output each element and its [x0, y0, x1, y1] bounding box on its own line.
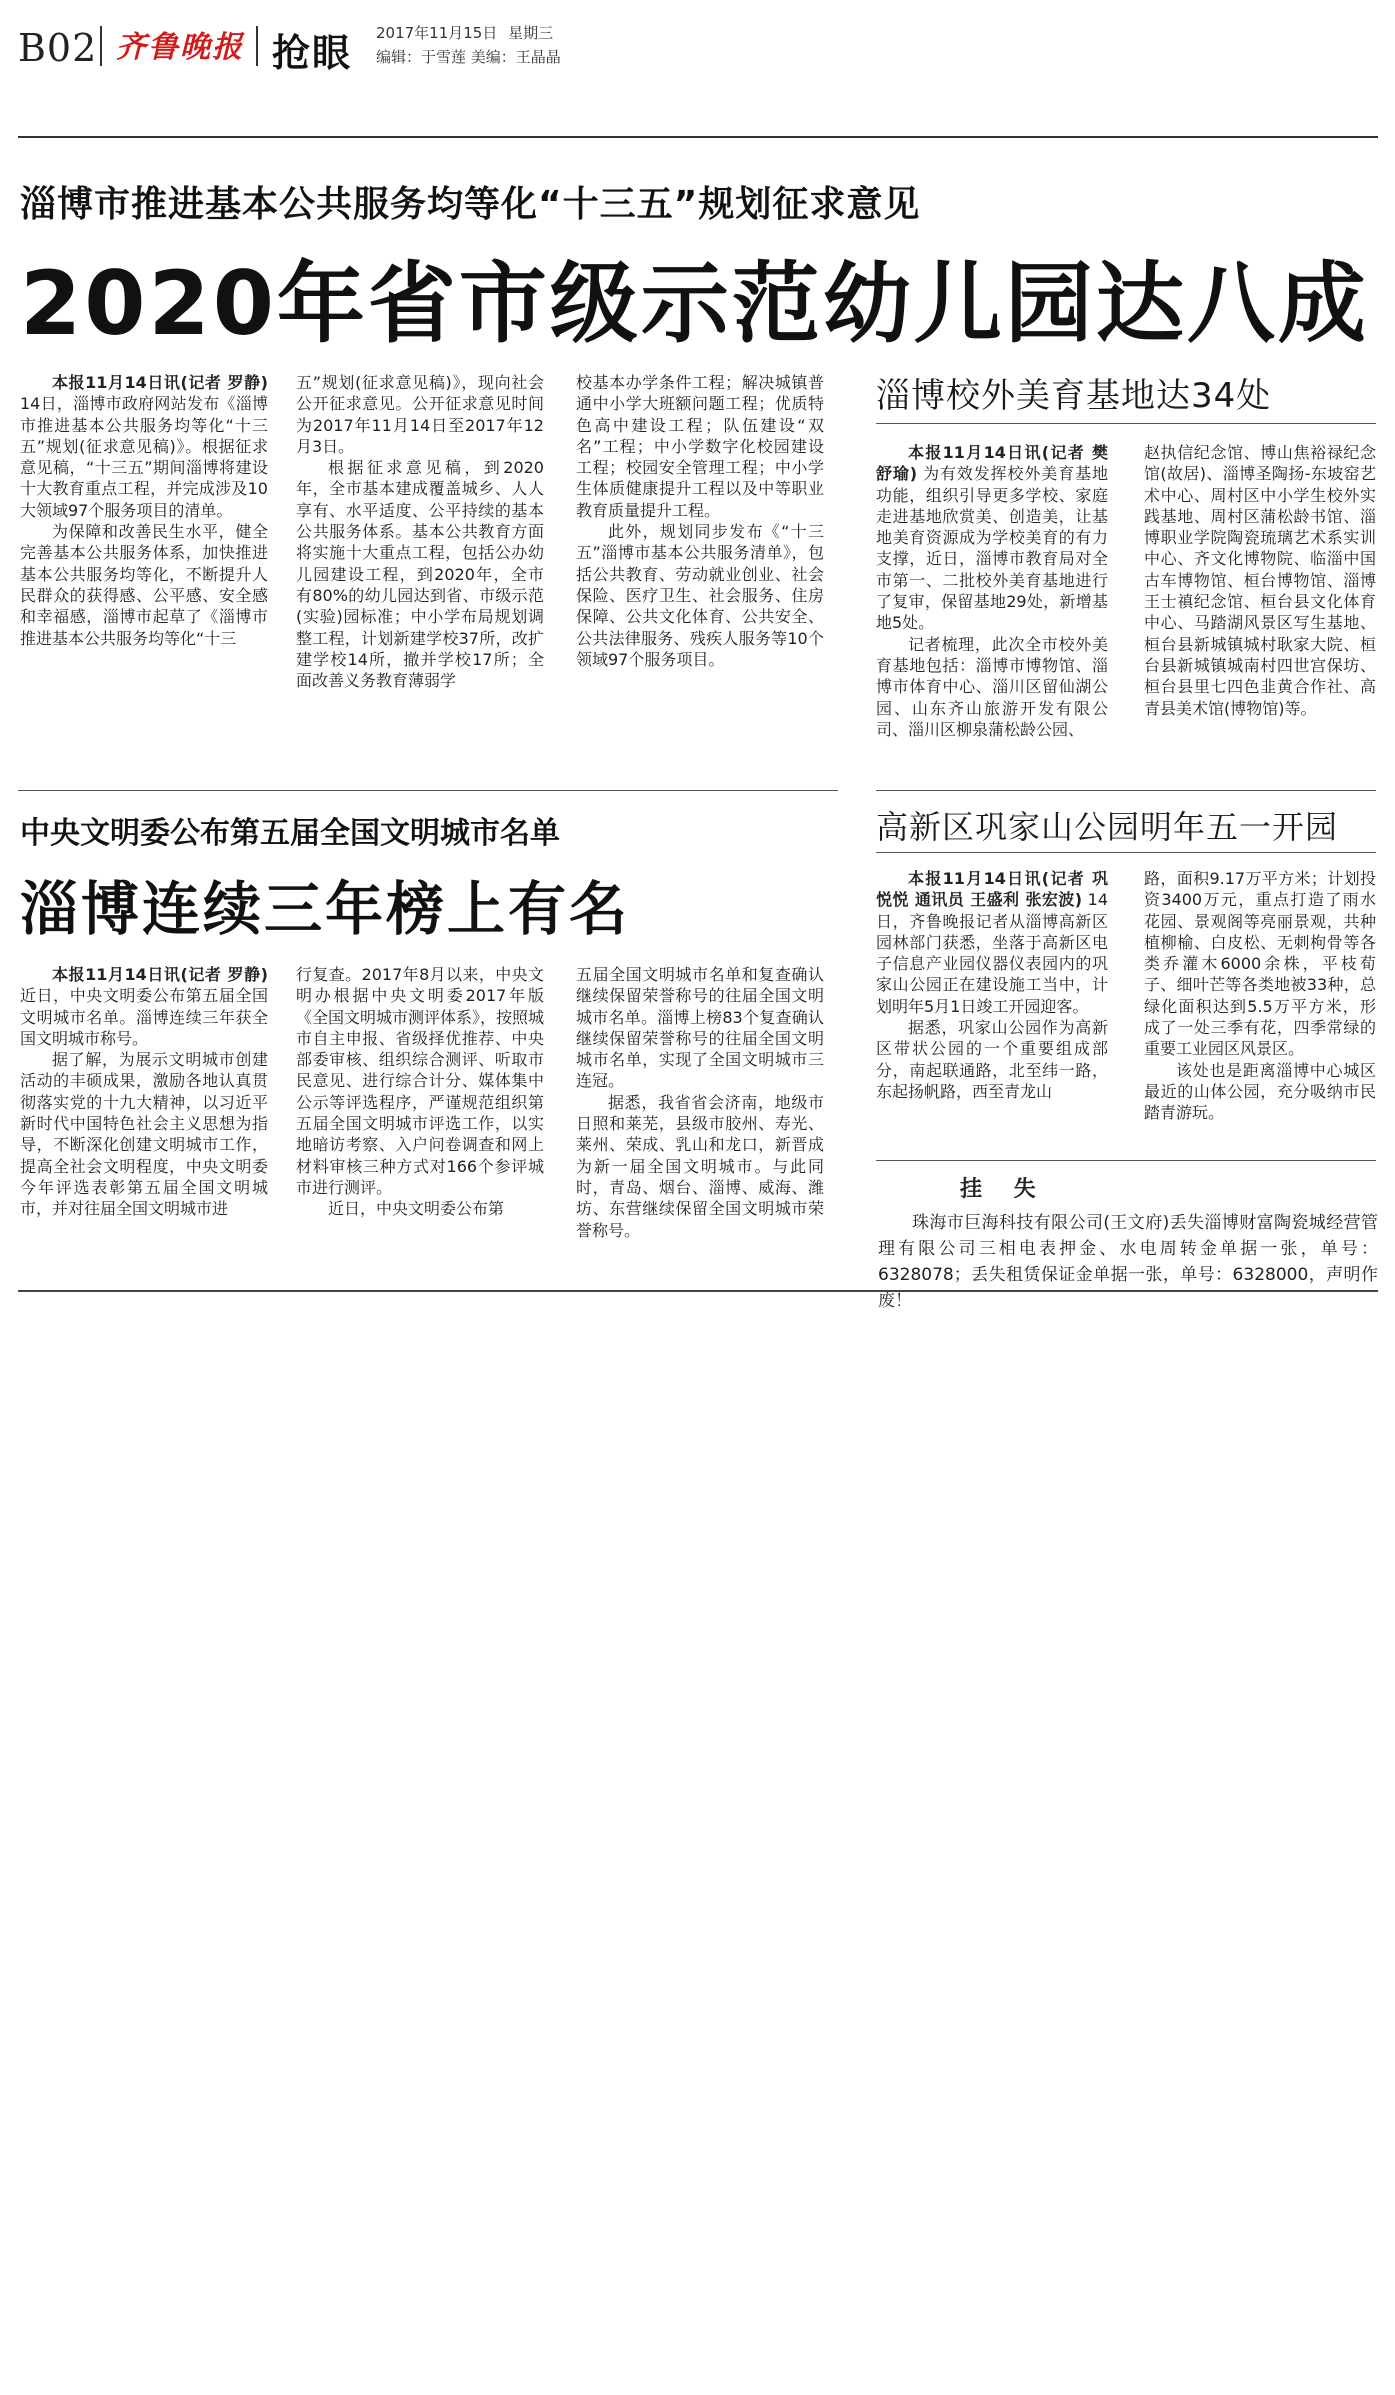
issue-date: 2017年11月15日 星期三: [376, 24, 554, 42]
article-paragraph: [576, 1092, 824, 1241]
story-2-kicker: 中央文明委公布第五届全国文明城市名单: [20, 816, 560, 851]
bottom-rule: [18, 1290, 1378, 1292]
side-story-2-rule: [876, 852, 1376, 853]
section-divider: [876, 790, 1376, 791]
article-text: 赵执信纪念馆、博山焦裕禄纪念馆(故居)、淄博圣陶扬-东坡窑艺术中心、周村区中小学生校外实践基地、周村区蒲松龄书馆、淄博职业学院陶瓷琉璃艺术系实训中心、齐文化博物院、临淄中国古车博物馆、桓台博物馆、淄博王士禛纪念馆、桓台县文化体育中心、马踏湖风景区写生基地、桓台县新城镇城村耿家大院、桓台县新城镇城南村四世宫保坊、桓台县里七四色韭黄合作社、高青县美术馆(博物馆)等。: [1144, 443, 1376, 718]
article-paragraph: [296, 457, 544, 691]
article-paragraph: [876, 442, 1108, 634]
masthead-divider: [100, 26, 102, 66]
article-paragraph: [20, 372, 268, 521]
article-paragraph: [296, 372, 544, 457]
article-text: 该处也是距离淄博中心城区最近的山体公园，充分吸纳市民踏青游玩。: [1144, 1060, 1376, 1123]
main-story-column-3: [576, 372, 824, 670]
notice-title: 挂 失: [960, 1177, 1048, 1202]
article-dateline: 本报11月14日讯(记者 巩悦悦 通讯员 王盛利 张宏波): [876, 869, 1108, 910]
article-paragraph: [876, 1017, 1108, 1102]
side-story-1-rule: [876, 423, 1376, 424]
article-text: 14日，淄博市政府网站发布《淄博市推进基本公共服务均等化“十三五”规划(征求意见稿)》。根据征求意见稿，“十三五”期间淄博将建设十大教育重点工程，并完成涉及10大领域97个服务项目的清单。: [20, 394, 268, 520]
side-story-2-column-2: [1144, 868, 1376, 1124]
article-paragraph: [20, 1049, 268, 1219]
article-paragraph: [876, 868, 1108, 1017]
side-story-2-column-1: [876, 868, 1108, 1102]
article-paragraph: [876, 634, 1108, 740]
article-text: 据了解，为展示文明城市创建活动的丰硕成果，激励各地认真贯彻落实党的十九大精神，以习近平新时代中国特色社会主义思想为指导，不断深化创建文明城市工作，提高全社会文明程度，中央文明委今年评选表彰第五届全国文明城市，并对往届全国文明城市进: [20, 1050, 268, 1219]
side-story-1-column-2: [1144, 442, 1376, 719]
main-story-kicker: 淄博市推进基本公共服务均等化“十三五”规划征求意见: [20, 184, 921, 225]
article-text: 校基本办学条件工程；解决城镇普通中小学大班额问题工程；优质特色高中建设工程；队伍建设“双名”工程；中小学数字化校园建设工程；校园安全管理工程；中小学生体质健康提升工程以及中等职业教育质量提升工程。: [576, 373, 824, 520]
top-rule: [18, 136, 1378, 138]
editor-credits: 编辑：于雪莲 美编：王晶晶: [376, 48, 561, 66]
article-paragraph: [20, 964, 268, 1049]
main-story-headline: 2020年省市级示范幼儿园达八成: [20, 252, 1369, 355]
article-paragraph: [20, 521, 268, 649]
article-paragraph: [576, 964, 824, 1092]
article-paragraph: [296, 964, 544, 1198]
main-story-column-2: [296, 372, 544, 691]
side-story-2-headline: 高新区巩家山公园明年五一开园: [876, 808, 1339, 846]
article-text: 五”规划(征求意见稿)》，现向社会公开征求意见。公开征求意见时间为2017年11月14日至2017年12月3日。: [296, 373, 544, 456]
article-text: 据悉，巩家山公园作为高新区带状公园的一个重要组成部分，南起联通路，北至纬一路，东起扬帆路，西至青龙山: [876, 1018, 1108, 1101]
article-paragraph: [1144, 868, 1376, 1060]
article-text: 近日，中央文明委公布第: [328, 1199, 505, 1219]
article-dateline: 本报11月14日讯(记者 罗静): [52, 373, 268, 392]
article-paragraph: [576, 372, 824, 521]
story-2-column-3: [576, 964, 824, 1241]
section-divider: [18, 790, 838, 791]
article-dateline: 本报11月14日讯(记者 罗静): [52, 965, 268, 984]
story-2-headline: 淄博连续三年榜上有名: [20, 875, 631, 943]
article-text: 路，面积9.17万平方米；计划投资3400万元，重点打造了雨水花园、景观阁等亮丽景观，共种植柳榆、白皮松、无刺枸骨等各类乔灌木6000余株，平枝荀子、细叶芒等各类地被33种，总绿化面积达到5.5万平方米，形成了一处三季有花，四季常绿的重要工业园区风景区。: [1144, 869, 1376, 1059]
article-paragraph: [576, 521, 824, 670]
article-paragraph: [1144, 442, 1376, 719]
article-text: 为保障和改善民生水平，健全完善基本公共服务体系，加快推进基本公共服务均等化，不断提升人民群众的获得感、公平感、安全感和幸福感，淄博市起草了《淄博市推进基本公共服务均等化“十三: [20, 522, 268, 648]
section-title: 抢眼: [272, 31, 353, 75]
newspaper-logo: 齐鲁晚报: [116, 30, 244, 65]
page-number: B02: [18, 26, 98, 70]
article-text: 为有效发挥校外美育基地功能，组织引导更多学校、家庭走进基地欣赏美、创造美，让基地美育资源成为学校美育的有力支撑，近日，淄博市教育局对全市第一、二批校外美育基地进行了复审，保留基地29处，新增基地5处。: [876, 464, 1108, 633]
article-dateline: 本报11月14日讯(记者 樊舒瑜): [876, 443, 1108, 484]
article-text: 行复查。2017年8月以来，中央文明办根据中央文明委2017年版《全国文明城市测评体系》，按照城市自主申报、省级择优推荐、中央部委审核、组织综合测评、听取市民意见、进行综合计分、媒体集中公示等评选程序，严谨规范组织第五届全国文明城市评选工作，以实地暗访考察、入户问卷调查和网上材料审核三种方式对166个参评城市进行测评。: [296, 965, 545, 1197]
article-text: 14日，齐鲁晚报记者从淄博高新区园林部门获悉，坐落于高新区电子信息产业园仪器仪表园内的巩家山公园正在建设施工当中，计划明年5月1日竣工开园迎客。: [876, 890, 1108, 1016]
article-paragraph: [296, 1198, 544, 1219]
story-2-column-2: [296, 964, 544, 1220]
article-text: 根据征求意见稿，到2020年，全市基本建成覆盖城乡、人人享有、水平适度、公平持续的基本公共服务体系。基本公共教育方面将实施十大重点工程，包括公办幼儿园建设工程，到2020年，全市有80%的幼儿园达到省、市级示范(实验)园标准；中小学布局规划调整工程，计划新建学校37所，改扩建学校14所，撤并学校17所；全面改善义务教育薄弱学: [296, 458, 544, 691]
article-text: 据悉，我省省会济南，地级市日照和莱芜，县级市胶州、寿光、莱州、荣成、乳山和龙口，新晋成为新一届全国文明城市。与此同时，青岛、烟台、淄博、威海、潍坊、东营继续保留全国文明城市荣誉称号。: [576, 1092, 824, 1240]
main-story-column-1: [20, 372, 268, 649]
story-2-column-1: [20, 964, 268, 1220]
side-story-1-headline: 淄博校外美育基地达34处: [876, 376, 1272, 416]
article-text: 记者梳理，此次全市校外美育基地包括：淄博市博物馆、淄博市体育中心、淄川区留仙湖公园、山东齐山旅游开发有限公司、淄川区柳泉蒲松龄公园、: [876, 634, 1108, 739]
article-paragraph: [1144, 1060, 1376, 1124]
side-story-1-column-1: [876, 442, 1108, 740]
notice-rule: [876, 1160, 1376, 1161]
article-text: 五届全国文明城市名单和复查确认继续保留荣誉称号的往届全国文明城市名单。淄博上榜83个复查确认继续保留荣誉称号的往届全国文明城市名单，实现了全国文明城市三连冠。: [576, 965, 824, 1091]
masthead-divider: [256, 26, 258, 66]
article-text: 此外，规划同步发布《“十三五”淄博市基本公共服务清单》，包括公共教育、劳动就业创业、社会保险、医疗卫生、社会服务、住房保障、公共文化体育、公共安全、公共法律服务、残疾人服务等10个领域97个服务项目。: [576, 522, 824, 669]
notice-body: 珠海市巨海科技有限公司(王文府)丢失淄博财富陶瓷城经营管理有限公司三相电表押金、水电周转金单据一张，单号：6328078；丢失租赁保证金单据一张，单号：6328000，声明作废！: [878, 1213, 1378, 1311]
article-text: 近日，中央文明委公布第五届全国文明城市名单。淄博连续三年获全国文明城市称号。: [20, 986, 268, 1048]
